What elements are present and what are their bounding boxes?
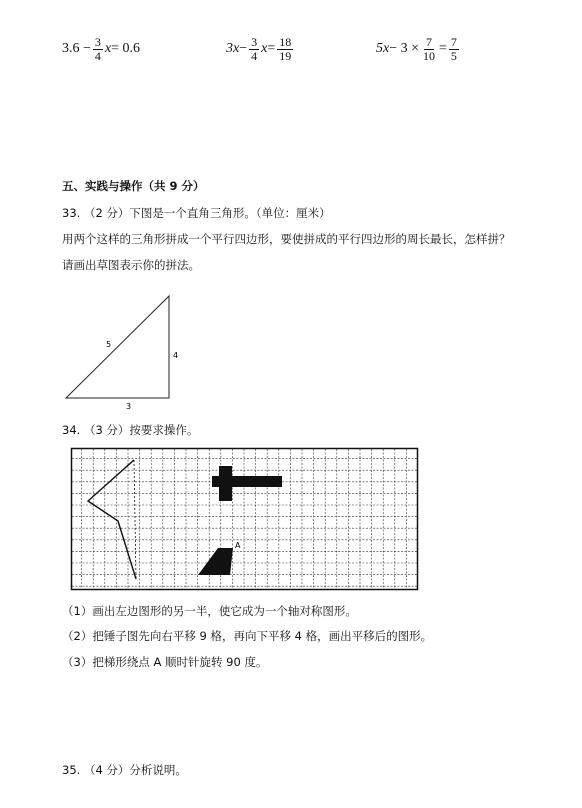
- hammer-shape: [212, 466, 282, 501]
- q33-line1: 用两个这样的三角形拼成一个平行四边形，要使拼成的平行四边形的周长最长，怎样拼？: [62, 232, 511, 246]
- grid-figure: [70, 447, 420, 595]
- q35-title: 35. （4 分）分析说明。: [62, 763, 187, 777]
- symmetry-axis: [134, 460, 136, 579]
- vertical-label: 4: [173, 351, 179, 360]
- eq1-lead: 3.6 −: [62, 41, 91, 57]
- trapezoid-shape: [198, 548, 233, 575]
- grid-lines: [72, 449, 418, 590]
- eq1-fraction: $\frac{3}{4}$: [94, 35, 101, 63]
- point-a-label: A: [235, 541, 241, 550]
- q33-line2: 请画出草图表示你的拼法。: [62, 258, 200, 272]
- hyp-label: 5: [106, 340, 112, 349]
- section-heading: 五、实践与操作（共 9 分）: [62, 179, 205, 193]
- q34-title: 34. （3 分）按要求操作。: [62, 423, 199, 437]
- base-label: 3: [126, 402, 132, 411]
- q33-title: 33. （2 分）下图是一个直角三角形。（单位：厘米）: [62, 206, 331, 220]
- q34-item-2: （2）把锤子图先向右平移 9 格，再向下平移 4 格，画出平移后的图形。: [62, 629, 433, 643]
- eq3-fraction: $\frac{7}{10}$: [423, 35, 436, 63]
- eq3-rhs-fraction: $\frac{7}{5}$: [450, 35, 457, 63]
- half-figure: [88, 460, 136, 579]
- eq2-rhs-fraction: $\frac{18}{19}$: [279, 35, 292, 63]
- right-triangle-figure: [62, 290, 192, 412]
- q34-item-3: （3）把梯形绕点 A 顺时针旋转 90 度。: [62, 655, 268, 669]
- equation-2: 3x − $\frac{3}{4}$ x = $\frac{18}{19}$: [226, 35, 292, 63]
- q34-item-1: （1）画出左边图形的另一半，使它成为一个轴对称图形。: [62, 604, 357, 618]
- eq2-fraction: $\frac{3}{4}$: [251, 35, 258, 63]
- equation-3: 5x − 3 × $\frac{7}{10}$ = $\frac{7}{5}$: [376, 35, 457, 63]
- equation-1: 3.6 − $\frac{3}{4}$ x = 0.6: [62, 35, 141, 63]
- triangle-shape: [66, 296, 169, 398]
